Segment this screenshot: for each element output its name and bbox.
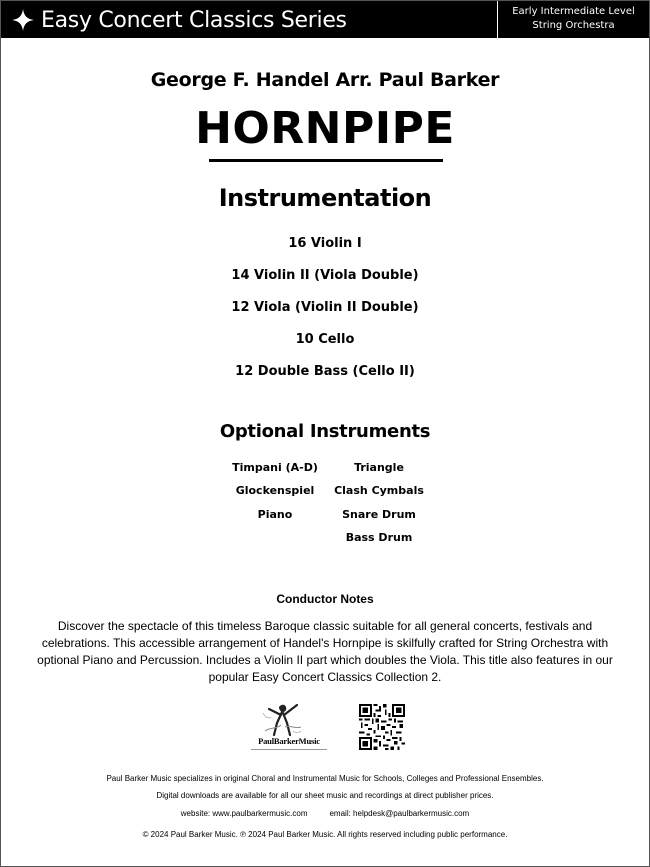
optional-instrument: Piano: [257, 507, 293, 521]
instrumentation-item: 12 Double Bass (Cello II): [235, 364, 415, 379]
composer-arranger: George F. Handel Arr. Paul Barker: [150, 69, 500, 91]
instrumentation-item: 12 Viola (Violin II Double): [231, 300, 419, 315]
instrumentation-item: 16 Violin I: [288, 236, 362, 251]
conductor-notes-heading: Conductor Notes: [276, 592, 374, 606]
optional-instrument: Glockenspiel: [235, 484, 315, 498]
footer-downloads: Digital downloads are available for all our sheet music and recordings at direct publisher prices.: [156, 791, 494, 800]
instrumentation-item: 14 Violin II (Viola Double): [231, 268, 419, 283]
optional-instrument: Timpani (A-D): [232, 461, 318, 474]
level-info: [497, 1, 649, 38]
optional-instruments-heading: Optional Instruments: [219, 421, 431, 442]
publisher-logo: [241, 701, 337, 753]
optional-instruments-left-column: [215, 459, 335, 529]
optional-instrument: Clash Cymbals: [334, 484, 424, 498]
footer-website[interactable]: website: www.paulbarkermusic.com: [180, 809, 308, 818]
piece-title: HORNPIPE: [195, 103, 455, 154]
series-header-bar: [1, 1, 649, 38]
instrumentation-list: [1, 234, 649, 394]
conductor-silhouette-icon: [257, 701, 305, 739]
footer-about: Paul Barker Music specializes in original Choral and Instrumental Music for Schools, Colleges and Professional Ensembles.: [106, 774, 544, 783]
footer-contact: [1, 808, 649, 819]
logo-tagline-rule: [251, 749, 327, 750]
instrumentation-heading: Instrumentation: [218, 184, 432, 212]
ensemble-label: String Orchestra: [532, 20, 615, 31]
series-title: Easy Concert Classics Series: [41, 7, 347, 33]
conductor-notes-text: Discover the spectacle of this timeless Baroque classic suitable for all general concerts, festivals and celebrations. This accessible arrangement of Handel's Hornpipe is skilfully crafted for String Orchestra with optional Piano and Percussion. Includes a Violin II part which doubles the Viola. This title also features in our popular Easy Concert Classics Collection 2.: [37, 619, 613, 684]
title-underline: [209, 159, 443, 162]
footer-copyright: © 2024 Paul Barker Music. ℗ 2024 Paul Barker Music. All rights reserved including public performance.: [142, 830, 508, 839]
instrumentation-item: 10 Cello: [295, 332, 355, 347]
optional-instrument: Snare Drum: [342, 507, 416, 521]
publisher-logo-text: PaulBarkerMusic: [258, 736, 320, 746]
qr-code-icon: [359, 704, 405, 750]
footer-email[interactable]: email: helpdesk@paulbarkermusic.com: [329, 809, 470, 818]
optional-instruments-right-column: [319, 459, 439, 553]
optional-instrument: Triangle: [354, 461, 404, 474]
four-point-star-icon: [11, 8, 35, 32]
optional-instrument: Bass Drum: [345, 531, 413, 545]
series-title-group: [11, 4, 347, 36]
level-label: Early Intermediate Level: [512, 6, 635, 17]
